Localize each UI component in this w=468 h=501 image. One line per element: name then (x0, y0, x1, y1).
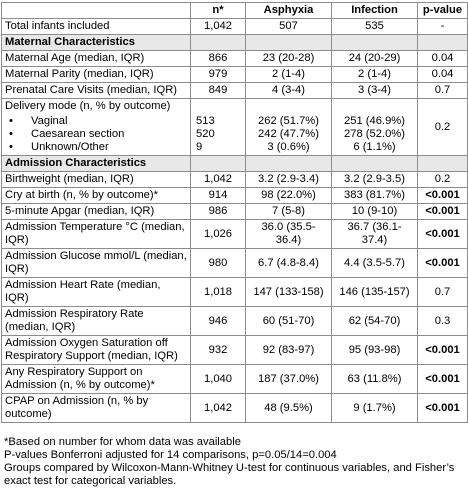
cell-asphyxia: 92 (83-97) (246, 336, 332, 365)
cell-p-value: - (418, 19, 468, 35)
header-characteristic (2, 3, 191, 19)
cell-n: 849 (191, 83, 246, 99)
cell-p-value: <0.001 (418, 394, 468, 423)
row-label: Total infants included (2, 19, 191, 35)
table-row-delivery-mode (2, 99, 468, 156)
row-label: Birthweight (median, IQR) (2, 172, 191, 188)
cell-infection: 36.7 (36.1-37.4) (332, 220, 418, 249)
cell-infection: 95 (93-98) (332, 336, 418, 365)
row-label: Cry at birth (n, % by outcome)* (2, 188, 191, 204)
cell-n: 932 (191, 336, 246, 365)
row-label: Admission Heart Rate (median, IQR) (2, 278, 191, 307)
cell-p-value: <0.001 (418, 204, 468, 220)
cell-p-value: 0.3 (418, 307, 468, 336)
cell-infection: 63 (11.8%) (332, 365, 418, 394)
cell-infection: 3 (3-4) (332, 83, 418, 99)
list-item: • Unknown/Other (9, 141, 109, 153)
table-row (2, 220, 468, 249)
cell-asphyxia: 36.0 (35.5-36.4) (246, 220, 332, 249)
header-row (2, 3, 468, 19)
row-label: Maternal Parity (median, IQR) (2, 67, 191, 83)
table-row (2, 307, 468, 336)
cell-asphyxia: 6.7 (4.8-8.4) (246, 249, 332, 278)
bullet-icon: • (9, 128, 13, 140)
cell-asphyxia: 262 (51.7%) 242 (47.7%) 3 (0.6%) (246, 99, 332, 156)
row-label (2, 99, 191, 156)
section-heading-row (2, 156, 468, 172)
footnote: *Based on number for whom data was available (4, 436, 241, 448)
cell-asphyxia: 2 (1-4) (246, 67, 332, 83)
table-row (2, 51, 468, 67)
cell-n: 513 520 9 (191, 99, 246, 156)
row-label: Admission Oxygen Saturation off Respiratory Support (median, IQR) (2, 336, 191, 365)
table-row (2, 188, 468, 204)
cell-asphyxia: 48 (9.5%) (246, 394, 332, 423)
header-asphyxia: Asphyxia (246, 3, 332, 19)
cell-n: 1,018 (191, 278, 246, 307)
row-label: CPAP on Admission (n, % by outcome) (2, 394, 191, 423)
cell-n: 980 (191, 249, 246, 278)
table-row (2, 83, 468, 99)
cell-infection: 146 (135-157) (332, 278, 418, 307)
header-infection: Infection (332, 3, 418, 19)
cell-infection: 251 (46.9%) 278 (52.0%) 6 (1.1%) (332, 99, 418, 156)
cell-p-value: 0.7 (418, 278, 468, 307)
cell-infection: 4.4 (3.5-5.7) (332, 249, 418, 278)
cell-n: 866 (191, 51, 246, 67)
header-p-value: p-value (418, 3, 468, 19)
row-label: 5-minute Apgar (median, IQR) (2, 204, 191, 220)
cell-n: 1,042 (191, 394, 246, 423)
list-item: • Vaginal (9, 115, 68, 127)
table-row (2, 365, 468, 394)
cell-infection: 3.2 (2.9-3.5) (332, 172, 418, 188)
table-row (2, 249, 468, 278)
cell-asphyxia: 7 (5-8) (246, 204, 332, 220)
cell-n: 1,042 (191, 19, 246, 35)
cell-infection: 10 (9-10) (332, 204, 418, 220)
cell-asphyxia: 60 (51-70) (246, 307, 332, 336)
cell-p-value: <0.001 (418, 220, 468, 249)
cell-asphyxia: 4 (3-4) (246, 83, 332, 99)
table-row (2, 19, 468, 35)
cell-asphyxia: 187 (37.0%) (246, 365, 332, 394)
table-row (2, 204, 468, 220)
cell-infection: 535 (332, 19, 418, 35)
cell-asphyxia: 507 (246, 19, 332, 35)
cell-asphyxia: 23 (20-28) (246, 51, 332, 67)
cell-asphyxia: 147 (133-158) (246, 278, 332, 307)
table-row (2, 67, 468, 83)
cell-n: 946 (191, 307, 246, 336)
row-label: Prenatal Care Visits (median, IQR) (2, 83, 191, 99)
cell-p-value: <0.001 (418, 249, 468, 278)
cell-asphyxia: 3.2 (2.9-3.4) (246, 172, 332, 188)
header-n: n* (191, 3, 246, 19)
cell-n: 1,042 (191, 172, 246, 188)
section-heading-row (2, 35, 468, 51)
table-row (2, 172, 468, 188)
bullet-icon: • (9, 115, 13, 127)
cell-p-value: 0.2 (418, 172, 468, 188)
cell-n: 914 (191, 188, 246, 204)
footnote: P-values Bonferroni adjusted for 14 comparisons, p=0.05/14=0.004 (4, 449, 337, 461)
bullet-icon: • (9, 141, 13, 153)
table-row (2, 394, 468, 423)
cell-infection: 62 (54-70) (332, 307, 418, 336)
row-label: Any Respiratory Support on Admission (n, % by outcome)* (2, 365, 191, 394)
maternal-heading: Maternal Characteristics (2, 35, 191, 51)
cell-asphyxia: 98 (22.0%) (246, 188, 332, 204)
row-label: Maternal Age (median, IQR) (2, 51, 191, 67)
cell-p-value: 0.04 (418, 51, 468, 67)
table-footnotes (4, 436, 464, 488)
cell-n: 979 (191, 67, 246, 83)
cell-infection: 24 (20-29) (332, 51, 418, 67)
cell-infection: 9 (1.7%) (332, 394, 418, 423)
cell-p-value: <0.001 (418, 365, 468, 394)
cell-infection: 2 (1-4) (332, 67, 418, 83)
cell-p-value: <0.001 (418, 336, 468, 365)
cell-p-value: 0.7 (418, 83, 468, 99)
cell-p-value: 0.2 (418, 99, 468, 156)
row-label: Admission Temperature °C (median, IQR) (2, 220, 191, 249)
cell-n: 1,040 (191, 365, 246, 394)
delivery-mode-label: Delivery mode (n, % by outcome) (5, 100, 171, 112)
cell-infection: 383 (81.7%) (332, 188, 418, 204)
row-label: Admission Respiratory Rate (median, IQR) (2, 307, 191, 336)
footnote: Groups compared by Wilcoxon-Mann-Whitney U-test for continuous variables, and Fisher’s exact test for categorical variables. (4, 462, 455, 487)
table-row (2, 278, 468, 307)
row-label: Admission Glucose mmol/L (median, IQR) (2, 249, 191, 278)
cell-p-value: 0.04 (418, 67, 468, 83)
admission-heading: Admission Characteristics (2, 156, 191, 172)
table-row (2, 336, 468, 365)
cell-n: 986 (191, 204, 246, 220)
list-item: • Caesarean section (9, 128, 125, 140)
results-table (1, 2, 468, 423)
cell-n: 1,026 (191, 220, 246, 249)
cell-p-value: <0.001 (418, 188, 468, 204)
